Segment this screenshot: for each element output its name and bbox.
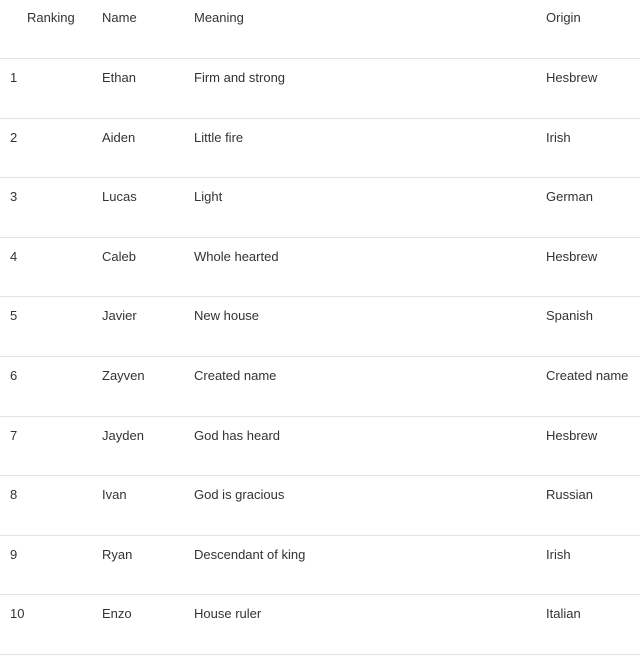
header-meaning: Meaning (194, 10, 244, 25)
cell-name: Caleb (102, 248, 136, 264)
cell-rank: 2 (10, 129, 18, 145)
cell-origin: Hesbrew (546, 70, 598, 85)
cell-rank: 5 (10, 308, 18, 324)
cell-meaning: New house (194, 308, 260, 324)
table-row (0, 119, 640, 179)
cell-rank: 4 (10, 248, 18, 264)
cell-meaning: Whole hearted (194, 248, 279, 264)
cell-name: Aiden (102, 129, 136, 145)
header-origin: Origin (546, 10, 581, 25)
cell-origin: Created name (546, 367, 629, 383)
cell-origin: Russian (546, 487, 593, 503)
cell-rank: 3 (10, 189, 18, 205)
cell-name: Javier (102, 308, 137, 324)
cell-meaning: Descendant of king (194, 546, 306, 562)
cell-rank: 1 (10, 70, 18, 85)
cell-origin: Hesbrew (546, 427, 598, 443)
cell-name: Ivan (102, 487, 127, 503)
cell-origin: Hesbrew (546, 248, 598, 264)
cell-meaning: Light (194, 189, 223, 205)
table-row (0, 59, 640, 119)
table-row (0, 536, 640, 596)
cell-origin: Spanish (546, 308, 593, 324)
cell-origin: Irish (546, 129, 571, 145)
cell-origin: German (546, 189, 593, 205)
cell-origin: Irish (546, 546, 571, 562)
table-row (0, 417, 640, 477)
header-name: Name (102, 10, 137, 25)
cell-rank: 6 (10, 367, 18, 383)
cell-rank: 10 (10, 606, 25, 622)
cell-rank: 7 (10, 427, 18, 443)
cell-origin: Italian (546, 606, 581, 622)
cell-name: Enzo (102, 606, 132, 622)
table-row (0, 476, 640, 536)
cell-name: Jayden (102, 427, 144, 443)
table-row (0, 357, 640, 417)
cell-meaning: Little fire (194, 129, 244, 145)
cell-meaning: Created name (194, 367, 277, 383)
cell-name: Ethan (102, 70, 136, 85)
cell-name: Ryan (102, 546, 133, 562)
cell-rank: 8 (10, 487, 18, 503)
table-row (0, 238, 640, 298)
header-ranking: Ranking (27, 10, 75, 25)
table-header-row (0, 0, 640, 59)
cell-meaning: God has heard (194, 427, 281, 443)
table-row (0, 297, 640, 357)
cell-name: Lucas (102, 189, 137, 205)
cell-rank: 9 (10, 546, 18, 562)
cell-meaning: Firm and strong (194, 70, 286, 85)
table-row (0, 595, 640, 655)
cell-meaning: God is gracious (194, 487, 285, 503)
table-row (0, 178, 640, 238)
cell-meaning: House ruler (194, 606, 262, 622)
cell-name: Zayven (102, 367, 145, 383)
